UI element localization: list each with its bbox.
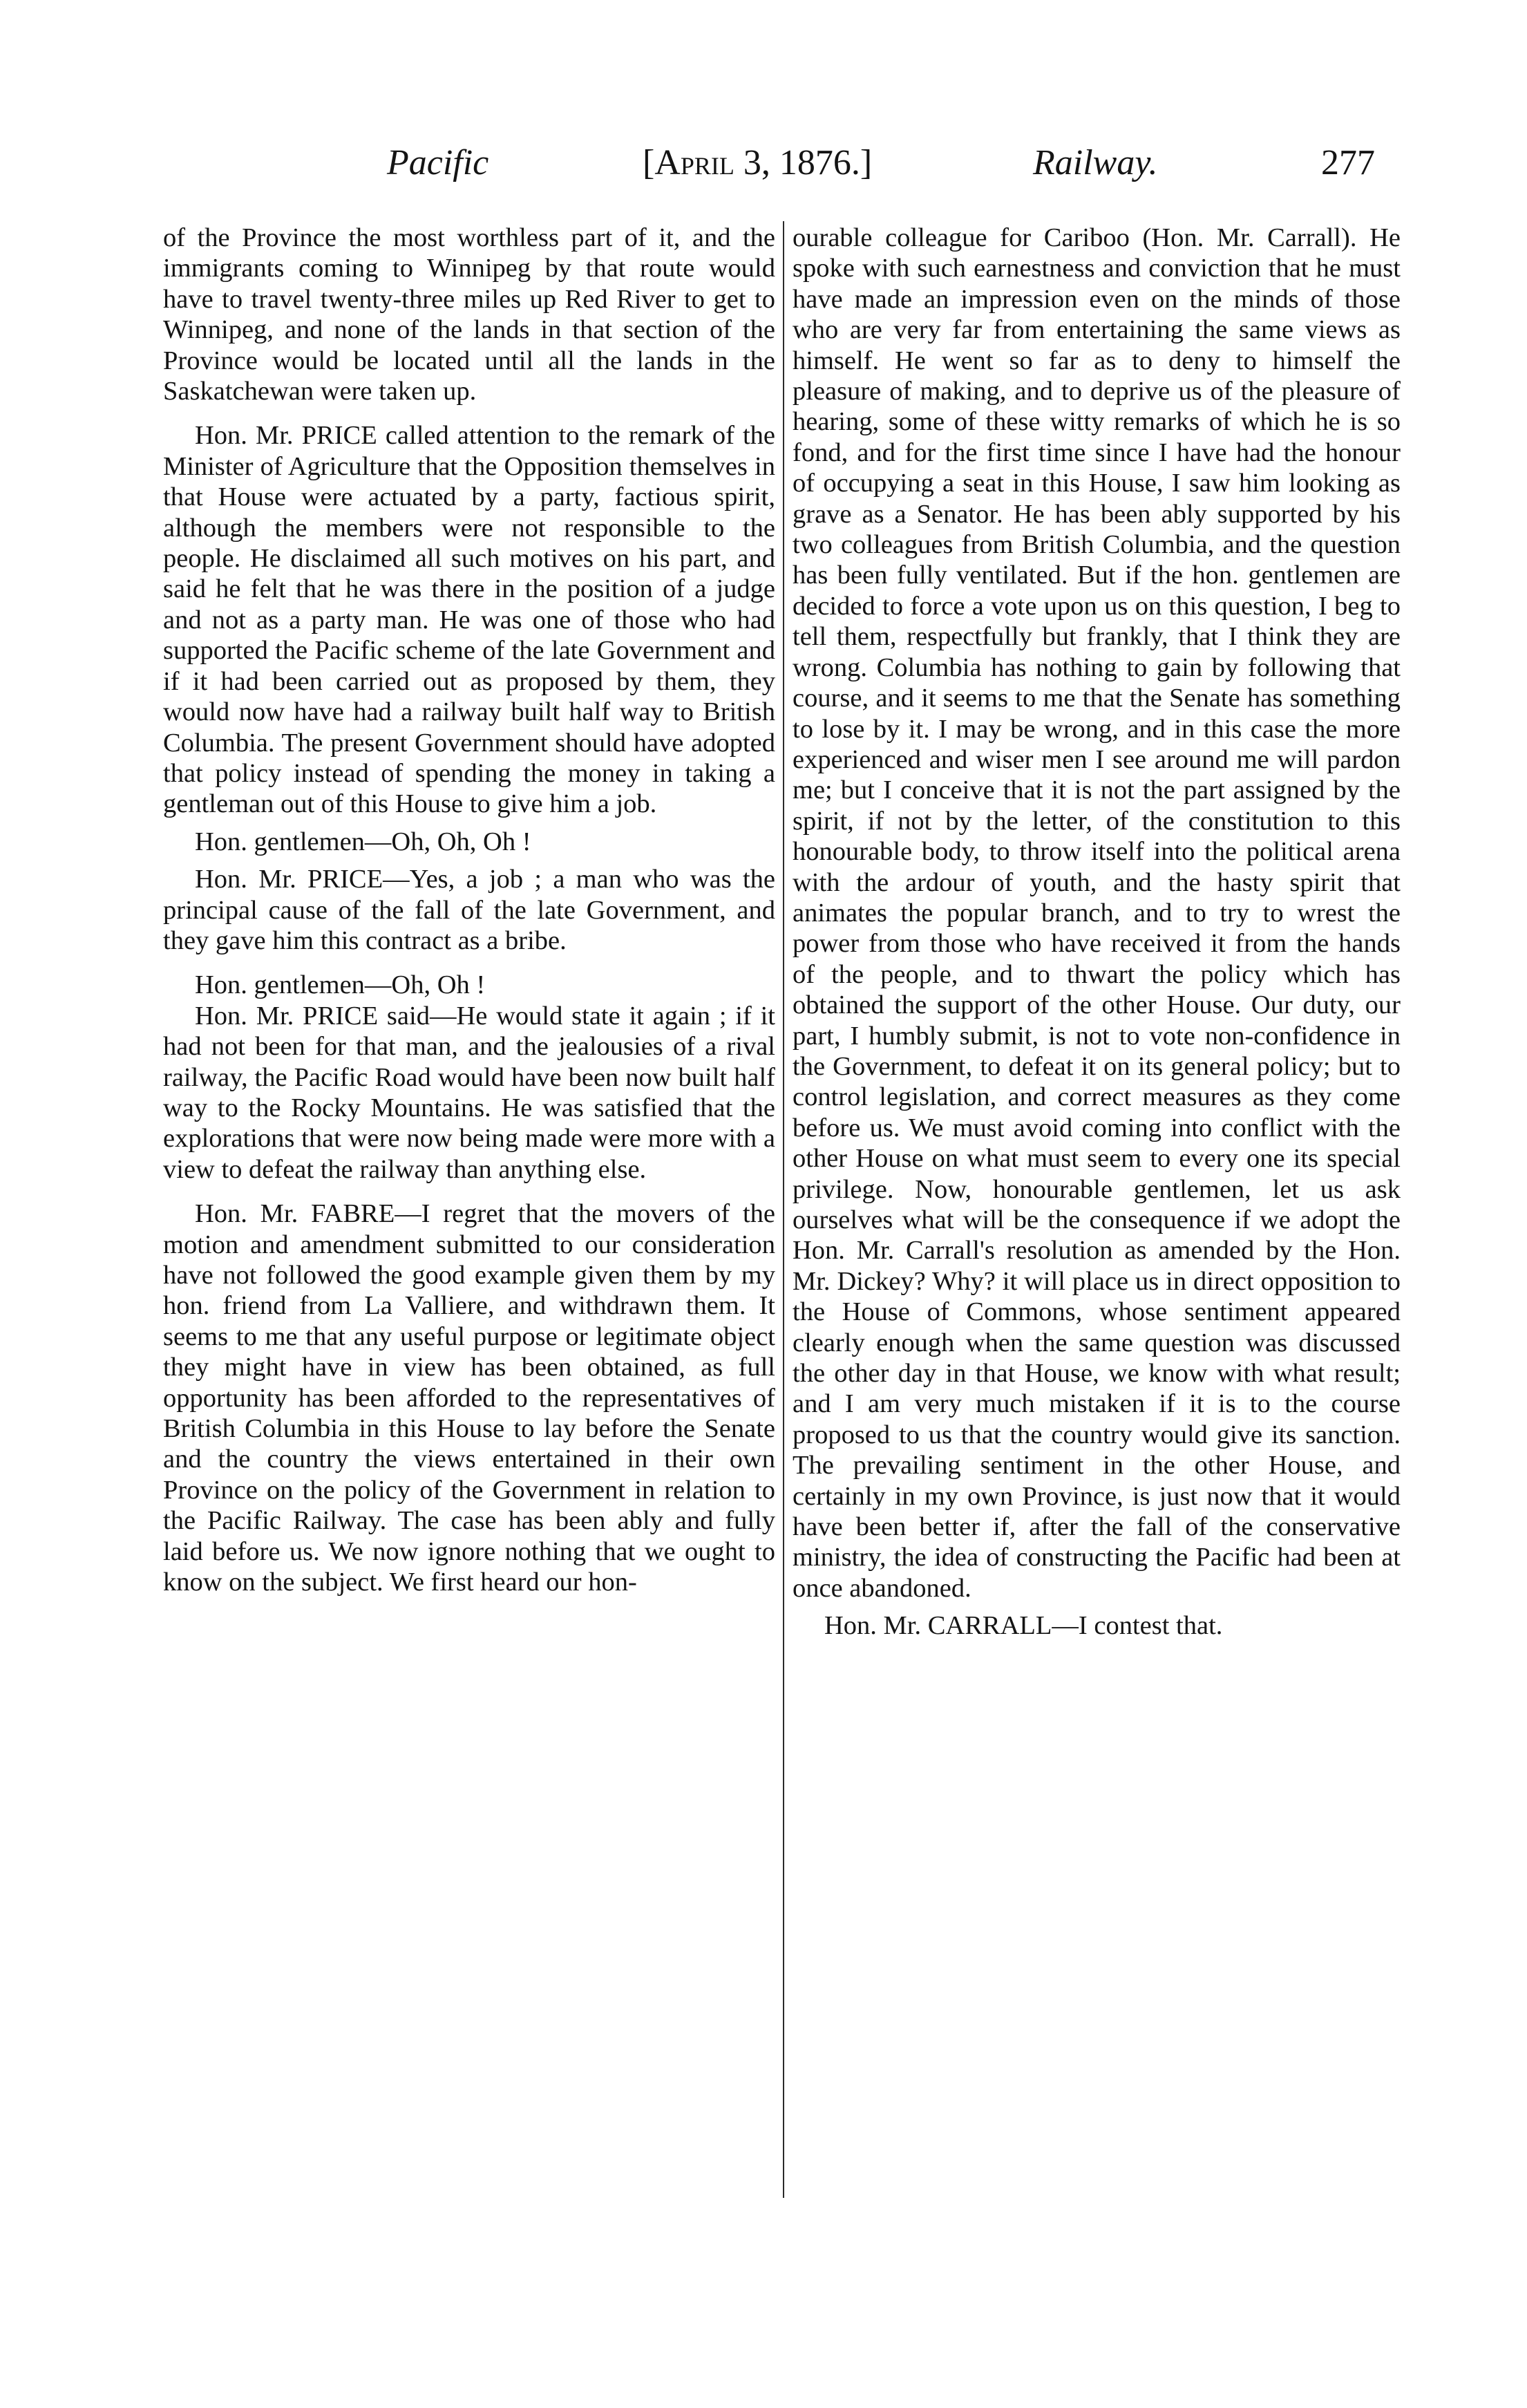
column-divider — [783, 221, 784, 2198]
paragraph-fabre-speech: Hon. Mr. FABRE—I regret that the movers of the motion and amendment submitted to our consideration have not followed the good example given them by my hon. friend from La Valliere, and withdrawn them. It seems to me that any useful purpose or legitimate object they might have in view has been obtained, as full opportunity has been afforded to the representatives of British Columbia in this House to lay before the Senate and the country the views entertained in their own Province on the policy of the Government in relation to the Pacific Railway. The case has been ably and fully laid before us. We now ignore nothing that we ought to know on the subject. We first heard our hon- — [163, 1199, 775, 1597]
paragraph-interjection: Hon. gentlemen—Oh, Oh, Oh ! — [195, 827, 531, 856]
running-head-left: Pacific — [387, 143, 489, 182]
paragraph-price-statement: Hon. Mr. PRICE said—He would state it again ; if it had not been for that man, and the jealousies of a rival railway, the Pacific Road would have been now built half way to the Rocky Mountains. He was satisfied that the explorations that were now being made were more with a view to defeat the railway than anything else. — [163, 1001, 775, 1184]
running-head-date: [April 3, 1876.] — [643, 143, 873, 182]
left-column — [163, 223, 775, 1597]
paragraph-price-speech: Hon. Mr. PRICE called attention to the remark of the Minister of Agriculture that the Opposition themselves in that House were actuated by a party, factious spirit, although the members were not responsible to the people. He disclaimed all such motives on his part, and said he felt that he was there in the position of a judge and not as a party man. He was one of those who had supported the Pacific scheme of the late Government and if it had been carried out as proposed by them, they would now have had a railway built half way to British Columbia. The present Government should have adopted that policy instead of spending the money in taking a gentleman out of this House to give him a job. — [163, 421, 775, 819]
running-head-right: Railway. — [1033, 143, 1158, 182]
paragraph-continuation: of the Province the most worthless part of it, and the immigrants coming to Winnipeg by that route would have to travel twenty-three miles up Red River to get to Winnipeg, and none of the lands in that section of the Province would be located until all the lands in the Saskatchewan were taken up. — [163, 223, 775, 406]
paragraph-price-reply: Hon. Mr. PRICE—Yes, a job ; a man who was the principal cause of the fall of the late Government, and they gave him this contract as a bribe. — [163, 865, 775, 955]
page-header — [0, 137, 1527, 192]
page-number: 277 — [1321, 143, 1375, 182]
paragraph-interjection: Hon. gentlemen—Oh, Oh ! — [195, 970, 486, 1000]
paragraph-fabre-continuation: ourable colleague for Cariboo (Hon. Mr. Carrall). He spoke with such earnestness and conviction that he must have made an impression even on the minds of those who are very far from entertaining the same views as himself. He went so far as to deny to himself the pleasure of making, and to deprive us of the pleasure of hearing, some of these witty remarks of which he is so fond, and for the first time since I have had the honour of occupying a seat in this House, I saw him looking as grave as a Senator. He has been ably supported by his two colleagues from British Columbia, and the question has been fully ventilated. But if the hon. gentlemen are decided to force a vote upon us on this question, I beg to tell them, respectfully but frankly, that I think they are wrong. Columbia has nothing to gain by following that course, and it seems to me that the Senate has something to lose by it. I may be wrong, and in this case the more experienced and wiser men I see around me will pardon me; but I conceive that it is not the part assigned by the spirit, if not by the letter, of the constitution to this honourable body, to throw itself into the political arena with the ardour of youth, and the hasty spirit that animates the popular branch, and to try to wrest the power from those who have received it from the hands of the people, and to thwart the policy which has obtained the support of the other House. Our duty, our part, I humbly submit, is not to vote non-confidence in the Government, to defeat it on its general policy; but to control legislation, and correct measures as they come before us. We must avoid coming into conflict with the other House on what must seem to every one its special privilege. Now, honourable gentlemen, let us ask ourselves what will be the consequence if we adopt the Hon. Mr. Carrall's resolution as amended by the Hon. Mr. Dickey? Why? it will place us in direct opposition to the House of Commons, whose sentiment appeared clearly enough when the same question was discussed the other day in that House, we know with what result; and I am very much mistaken if it is to the course proposed to us that the country would give its sanction. The prevailing sentiment in the other House, and certainly in my own Province, is just now that it would have been better if, after the fall of the conservative ministry, the idea of constructing the Pacific had been at once abandoned. — [793, 223, 1401, 1603]
right-column — [793, 223, 1401, 1642]
paragraph-carrall-reply: Hon. Mr. CARRALL—I contest that. — [824, 1611, 1223, 1641]
